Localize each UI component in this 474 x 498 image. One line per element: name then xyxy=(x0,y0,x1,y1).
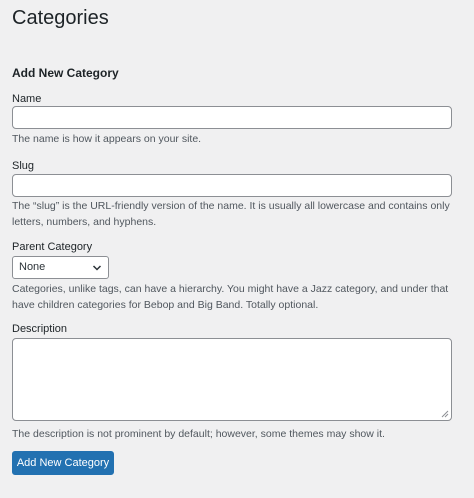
form-heading: Add New Category xyxy=(12,66,119,80)
page-title: Categories xyxy=(12,7,109,29)
description-textarea[interactable] xyxy=(12,338,452,421)
chevron-down-icon xyxy=(92,263,102,273)
name-label: Name xyxy=(12,93,42,105)
name-input[interactable] xyxy=(12,106,452,129)
description-label: Description xyxy=(12,323,68,335)
parent-category-label: Parent Category xyxy=(12,241,93,253)
parent-category-select[interactable] xyxy=(12,256,109,279)
description-help-text: The description is not prominent by default; however, some themes may show it. xyxy=(12,428,385,440)
name-help-text: The name is how it appears on your site. xyxy=(12,133,202,145)
add-new-category-button[interactable]: Add New Category xyxy=(12,451,114,475)
resize-grip-icon[interactable] xyxy=(441,410,449,418)
slug-input[interactable] xyxy=(12,174,452,197)
parent-category-selected: None xyxy=(19,261,46,273)
slug-label: Slug xyxy=(12,160,35,172)
slug-help-text: The “slug” is the URL-friendly version of the name. It is usually all lowercase and contains only letters, numbers, and hyphens. xyxy=(12,200,450,228)
parent-category-help-text: Categories, unlike tags, can have a hierarchy. You might have a Jazz category, and under that have children categories for Bebop and Big Band. Totally optional. xyxy=(12,283,449,311)
